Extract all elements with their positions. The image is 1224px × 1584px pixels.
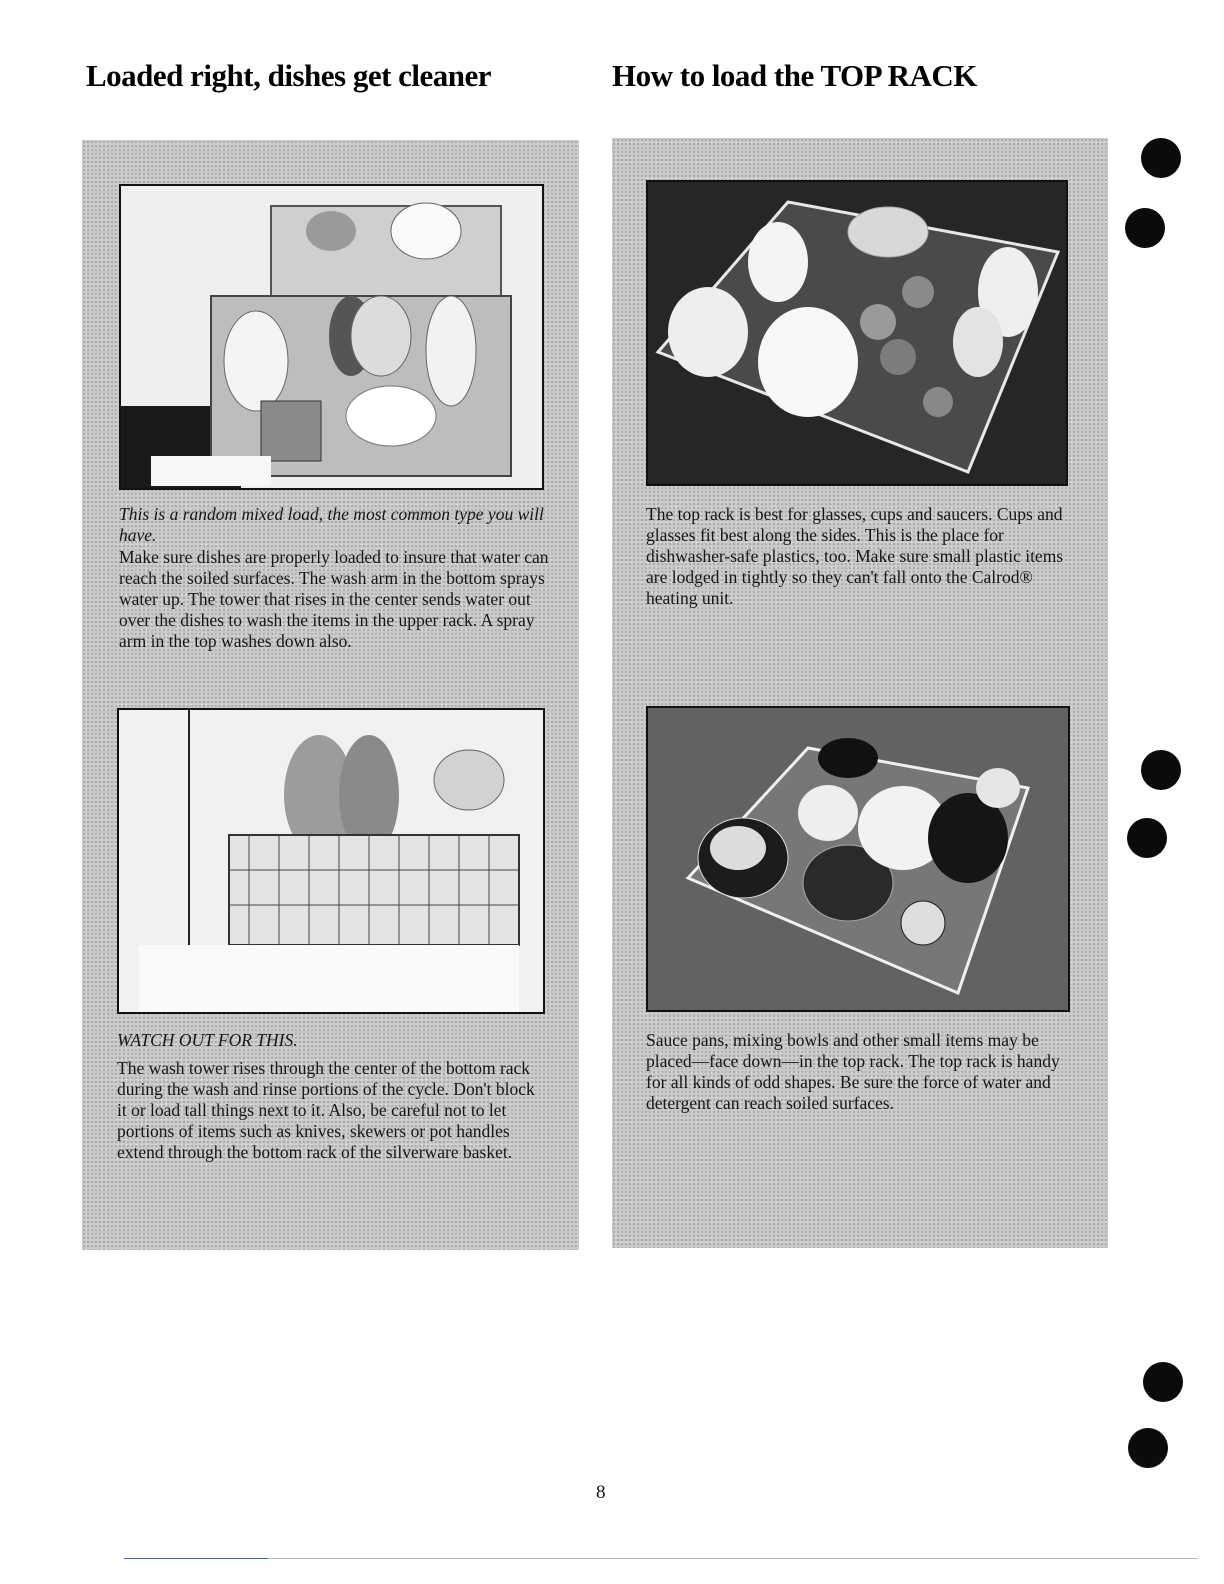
right-panel bbox=[612, 138, 1108, 1248]
bottom-rule bbox=[268, 1558, 1198, 1559]
mixed-load-text: Make sure dishes are properly loaded to insure that water can reach the soiled surfaces. The wash arm in the bottom sprays water up. The tower that rises in the center sends water out over the dishes to wash the items in the upper rack. A spray arm in the top washes down also. bbox=[119, 547, 549, 651]
hole-punch-5 bbox=[1143, 1362, 1183, 1402]
hole-punch-3 bbox=[1141, 750, 1181, 790]
hole-punch-6 bbox=[1128, 1428, 1168, 1468]
wash-tower-photo bbox=[117, 708, 545, 1014]
watch-out-caption: WATCH OUT FOR THIS. bbox=[117, 1030, 298, 1050]
left-panel bbox=[82, 140, 579, 1250]
mixed-load-caption: This is a random mixed load, the most common type you will have. bbox=[119, 504, 544, 545]
top-rack-glasses-photo bbox=[646, 180, 1068, 486]
top-rack-glasses-text: The top rack is best for glasses, cups and saucers. Cups and glasses fit best along the sides. This is the place for dishwasher-safe plastics, too. Make sure small plastic items are lodged in tightly so they can't fall onto the Calrod® heating unit. bbox=[646, 504, 1064, 608]
top-rack-pans-photo bbox=[646, 706, 1070, 1012]
hole-punch-1 bbox=[1141, 138, 1181, 178]
left-heading: Loaded right, dishes get cleaner bbox=[86, 58, 492, 93]
mixed-load-photo bbox=[119, 184, 544, 490]
right-heading: How to load the TOP RACK bbox=[612, 58, 977, 93]
page-number: 8 bbox=[596, 1482, 606, 1503]
watch-out-text: The wash tower rises through the center of the bottom rack during the wash and rinse portions of the cycle. Don't block it or load tall things next to it. Also, be careful not to let portions of items such as knives, skewers or pot handles extend through the bottom rack of the silverware basket. bbox=[117, 1058, 535, 1162]
hole-punch-2 bbox=[1125, 208, 1165, 248]
hole-punch-4 bbox=[1127, 818, 1167, 858]
top-rack-pans-text: Sauce pans, mixing bowls and other small items may be placed—face down—in the top rack. The top rack is handy for all kinds of odd shapes. Be sure the force of water and detergent can reach soiled surfaces. bbox=[646, 1030, 1060, 1113]
bottom-rule-accent bbox=[124, 1558, 268, 1559]
